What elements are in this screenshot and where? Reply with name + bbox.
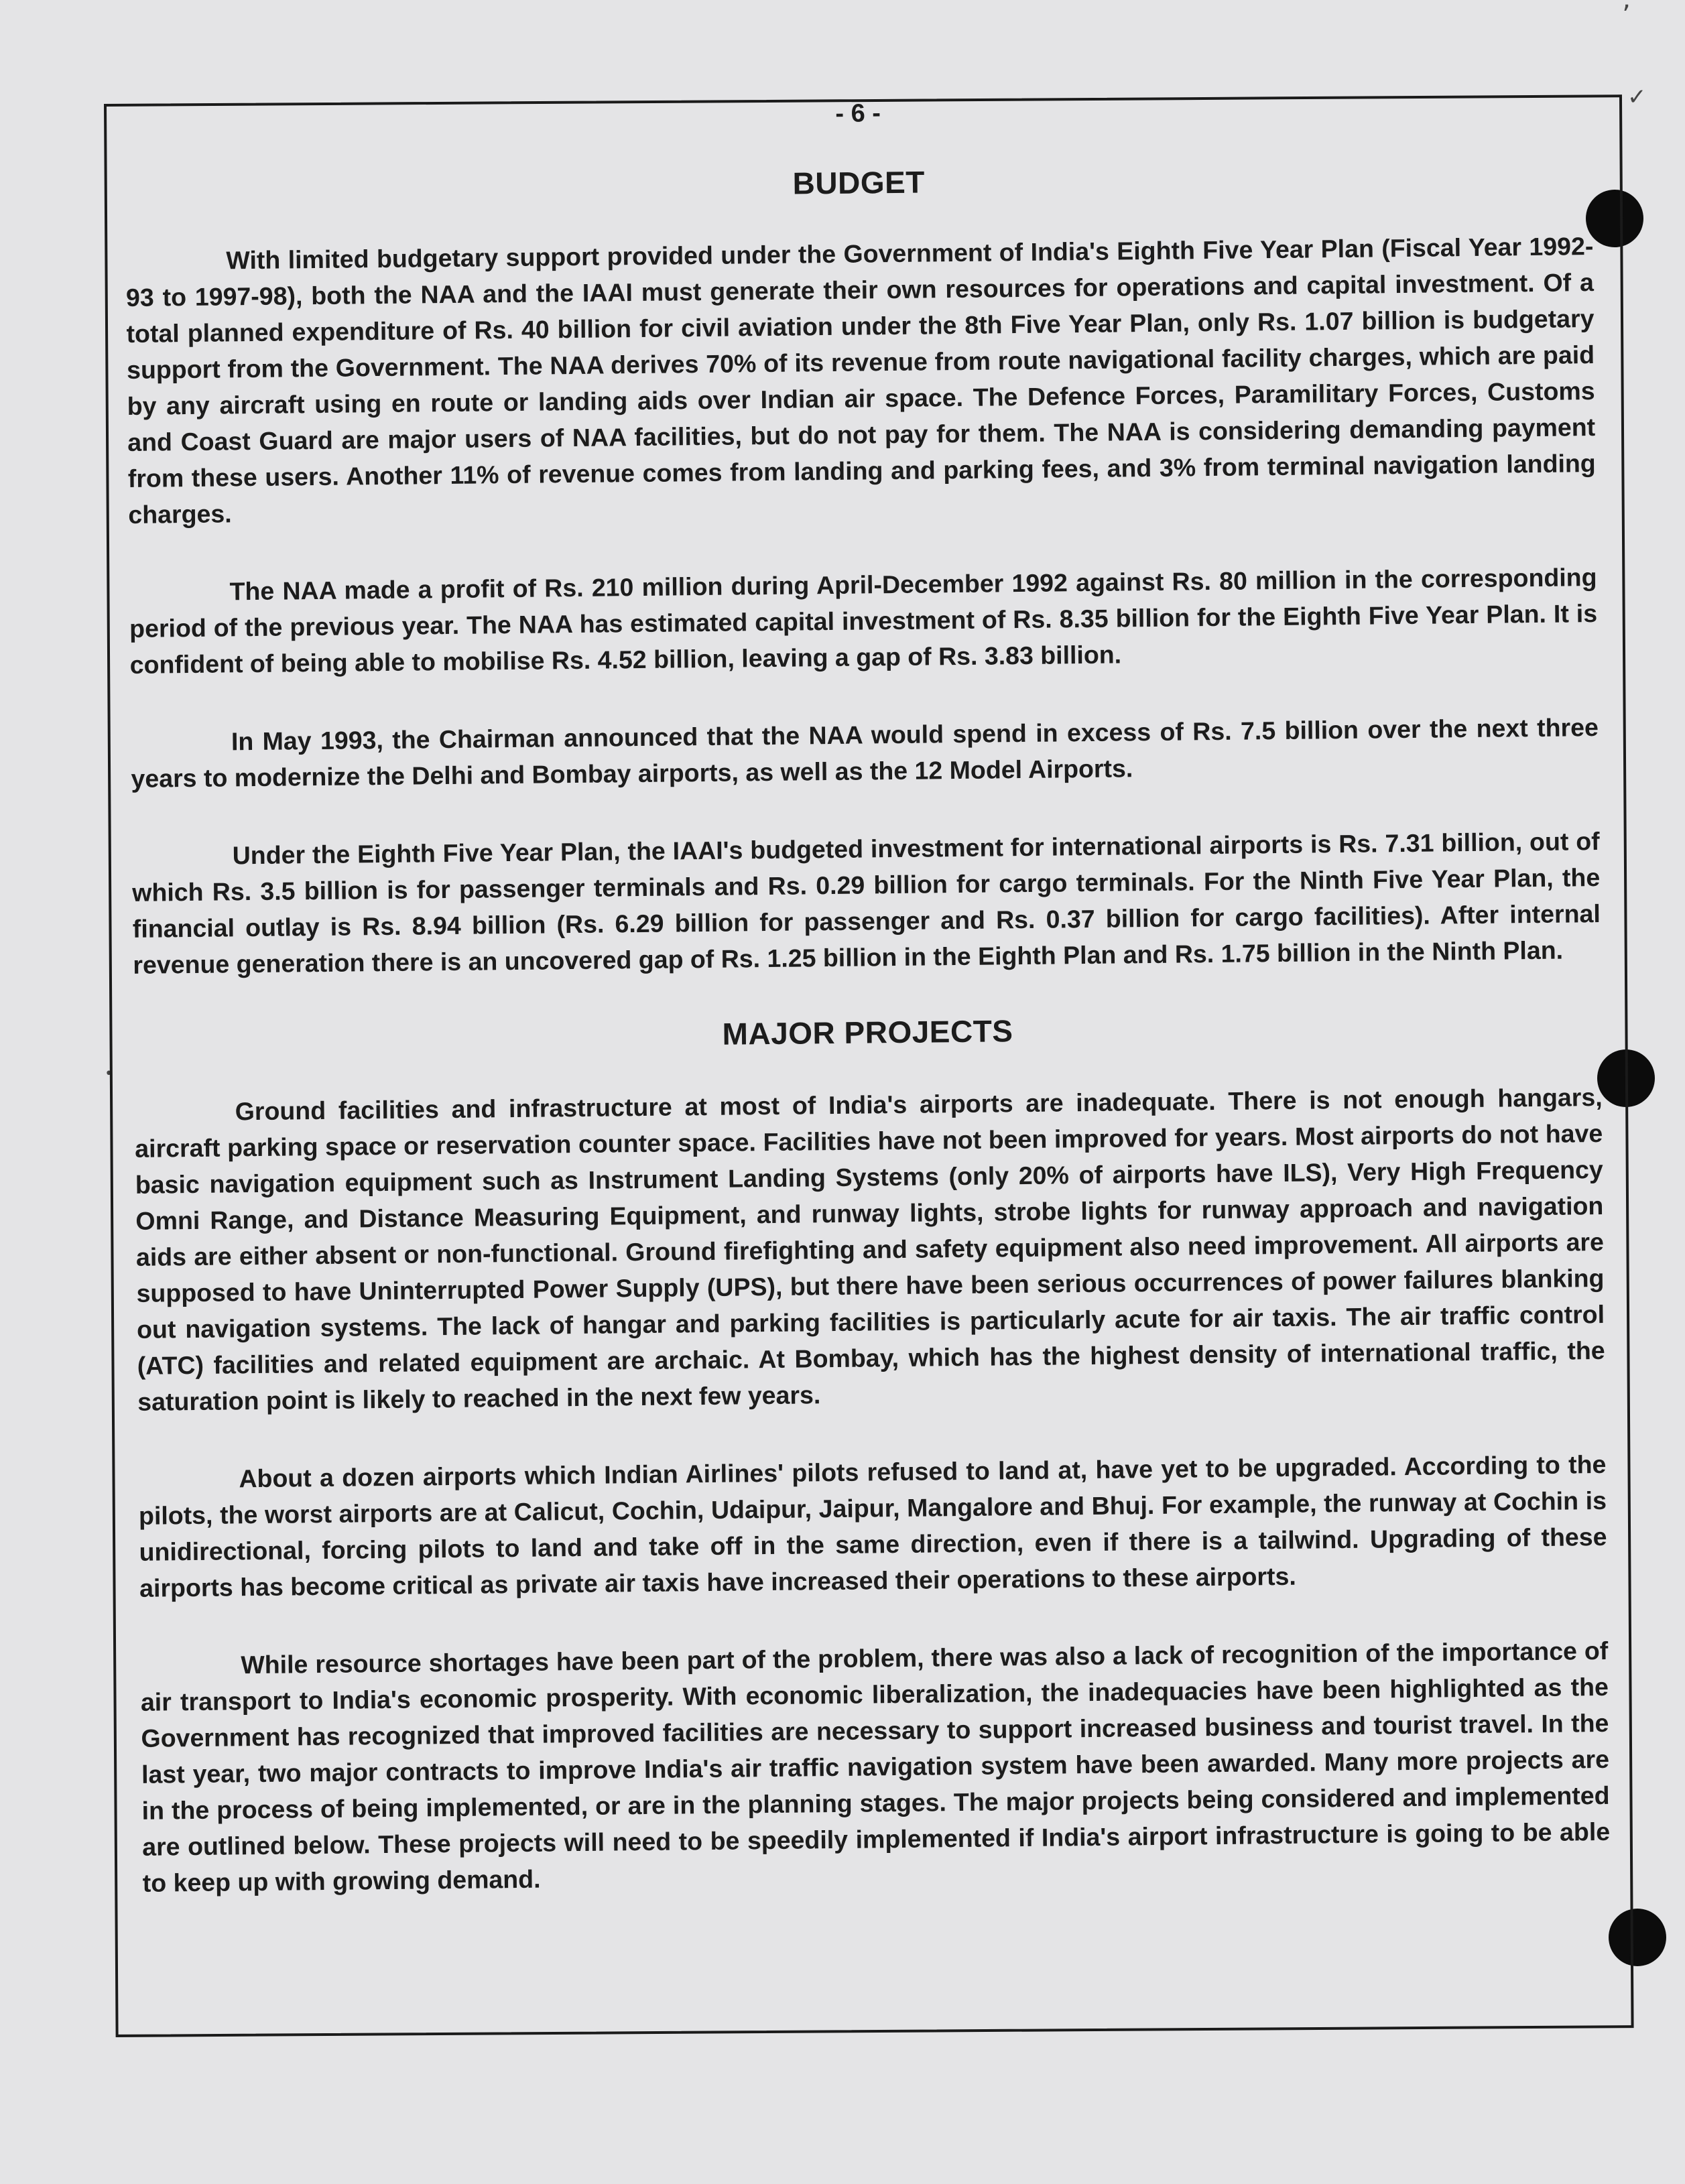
budget-heading: BUDGET bbox=[792, 164, 926, 201]
major-projects-paragraph-3: While resource shortages have been part of the problem, there was also a lack of recognition of the importance of air transport to India's economic prosperity. With economic liberalization, the inadequacies have been highlighted as the Government has recognized that improved facilities are necessary to support increased business and tourist travel. In the last year, two major contracts to improve India's air traffic navigation system have been awarded. Many more projects are in the process of being implemented, or are in the planning stages. The major projects being considered and implemented are outlined below. These projects will need to be speedily implemented if India's airport infrastructure is going to be able to keep up with growing demand. bbox=[140, 1636, 1611, 1897]
budget-paragraph-4: Under the Eighth Five Year Plan, the IAAI's budgeted investment for international airports is Rs. 7.31 billion, out of which Rs. 3.5 billion is for passenger terminals and Rs. 0.29 billion for cargo terminals. For the Ninth Five Year Plan, the financial outlay is Rs. 8.94 billion (Rs. 6.29 billion for passenger and Rs. 0.37 billion for cargo facilities). After internal revenue generation there is an uncovered gap of Rs. 1.25 billion in the Eighth Plan and Rs. 1.75 billion in the Ninth Plan. bbox=[132, 827, 1601, 979]
budget-paragraph-1: With limited budgetary support provided under the Government of India's Eighth Five Year Plan (Fiscal Year 1992-93 to 1997-98), both the NAA and the IAAI must generate their own resources for operations and capital investment. Of a total planned expenditure of Rs. 40 billion for civil aviation under the 8th Five Year Plan, only Rs. 1.07 billion is budgetary support from the Government. The NAA derives 70% of its revenue from route navigational facility charges, which are paid by any aircraft using en route or landing aids over Indian air space. The Defence Forces, Paramilitary Forces, Customs and Coast Guard are major users of NAA facilities, but do not pay for them. The NAA is considering demanding payment from these users. Another 11% of revenue comes from landing and parking fees, and 3% from terminal navigation landing charges. bbox=[125, 232, 1596, 529]
document-content bbox=[124, 90, 1611, 1901]
budget-paragraph-2: The NAA made a profit of Rs. 210 million during April-December 1992 against Rs. 80 million in the corresponding period of the previous year. The NAA has estimated capital investment of Rs. 8.35 billion for the Eighth Five Year Plan. It is confident of being able to mobilise Rs. 4.52 billion, leaving a gap of Rs. 3.83 billion. bbox=[129, 563, 1598, 679]
scan-mark-left: • bbox=[105, 1066, 113, 1082]
scan-mark-right: ✓ bbox=[1627, 84, 1647, 111]
major-projects-section bbox=[133, 1007, 1611, 1901]
major-projects-heading: MAJOR PROJECTS bbox=[722, 1013, 1013, 1051]
page-number: - 6 - bbox=[835, 99, 881, 128]
budget-section bbox=[125, 157, 1601, 983]
major-projects-paragraph-1: Ground facilities and infrastructure at most of India's airports are inadequate. There is not enough hangars, aircraft parking space or reservation counter space. Facilities have not been improved for years. Most airports do not have basic navigation equipment such as Instrument Landing Systems (only 20% of airports have ILS), Very High Frequency Omni Range, and Distance Measuring Equipment, and runway lights, strobe lights for runway approach and navigation aids are either absent or non-functional. Ground firefighting and safety equipment also need improvement. All airports are supposed to have Uninterrupted Power Supply (UPS), but there have been serious occurrences of power failures blanking out navigation systems. The lack of hangar and parking facilities is particularly acute for air taxis. The air traffic control (ATC) facilities and related equipment are archaic. At Bombay, which has the highest density of international traffic, the saturation point is likely to reached in the next few years. bbox=[135, 1082, 1605, 1416]
major-projects-paragraph-2: About a dozen airports which Indian Airlines' pilots refused to land at, have yet to be upgraded. According to the pilots, the worst airports are at Calicut, Cochin, Udaipur, Jaipur, Mangalore and Bhuj. For example, the runway at Cochin is unidirectional, forcing pilots to land and take off in the same direction, even if there is a tailwind. Upgrading of these airports has become critical as private air taxis have increased their operations to these airports. bbox=[138, 1450, 1607, 1602]
scan-mark-top: ’ bbox=[1622, 0, 1631, 31]
budget-paragraph-3: In May 1993, the Chairman announced that the NAA would spend in excess of Rs. 7.5 billion over the next three years to modernize the Delhi and Bombay airports, as well as the 12 Model Airports. bbox=[131, 713, 1599, 793]
